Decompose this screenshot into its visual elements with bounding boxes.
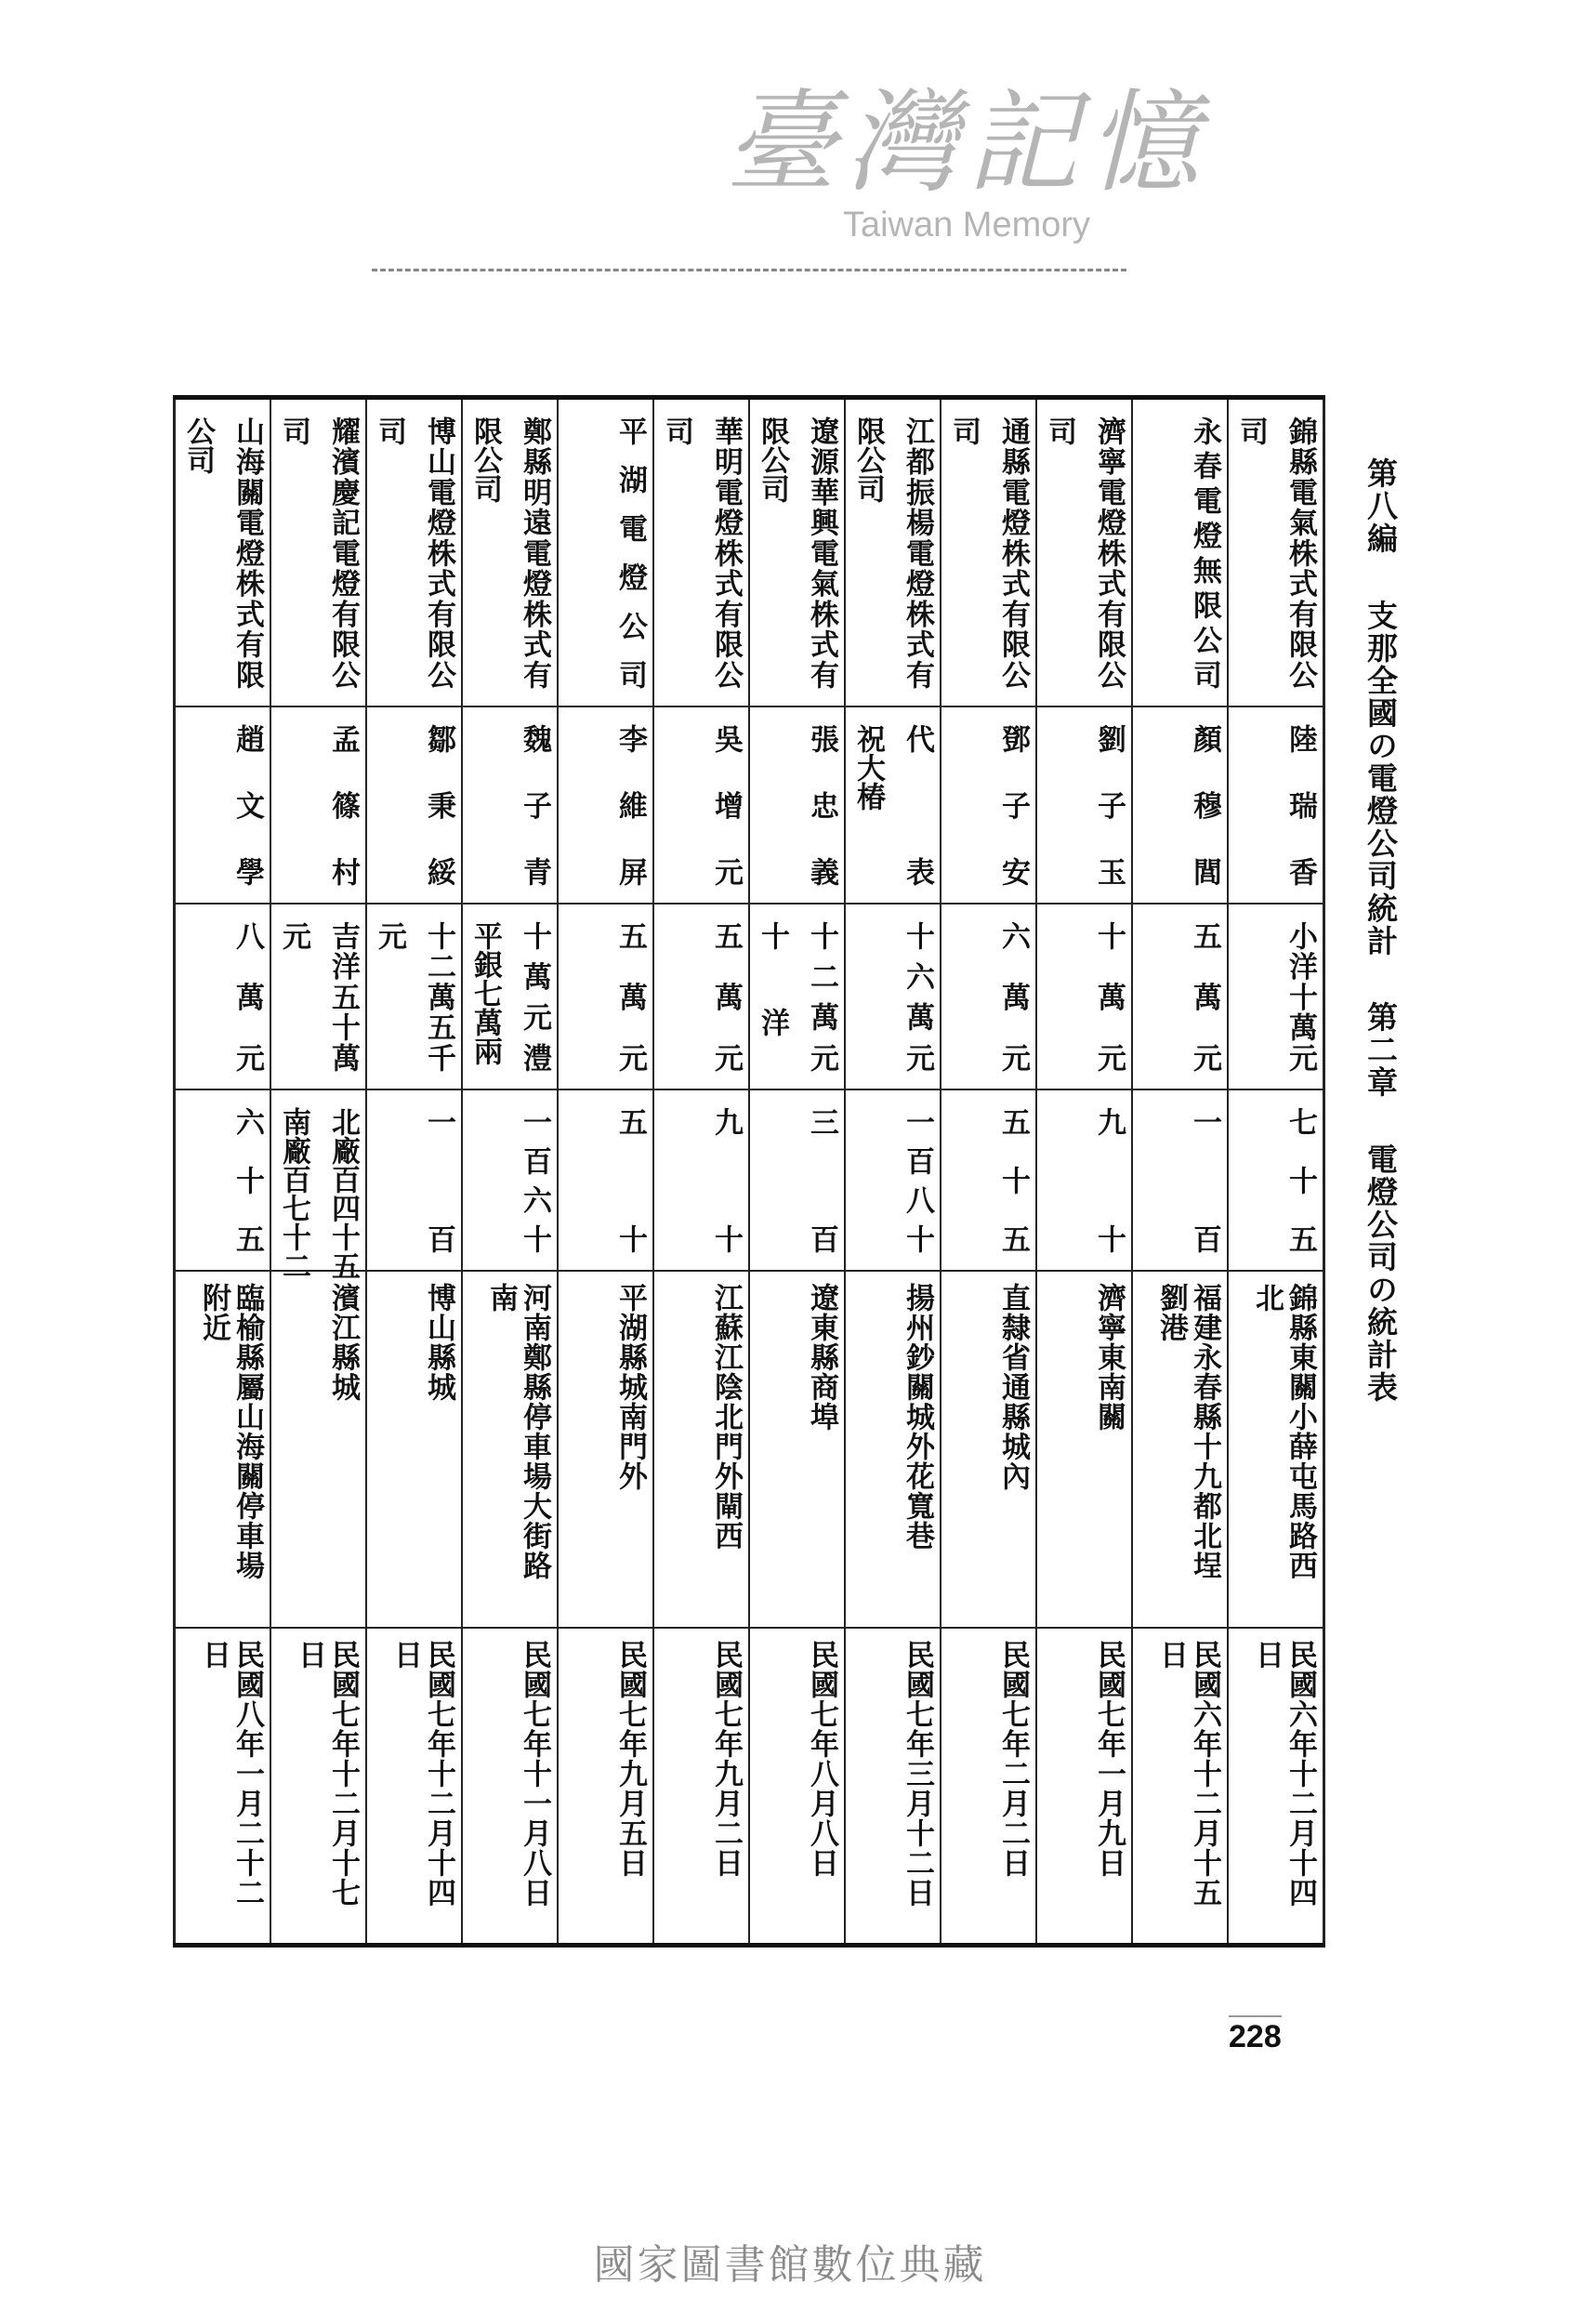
established-date-text: 民國七年九月二日 xyxy=(709,1640,743,1878)
company-column xyxy=(652,400,748,1943)
location-cell xyxy=(271,1272,365,1629)
company-name-text: 遼源華興電氣株式有 xyxy=(805,416,838,689)
company-name-text: 濟寧電燈株式有限公 xyxy=(1092,416,1126,689)
representative-cell xyxy=(367,707,461,905)
established-date-cell xyxy=(1229,1629,1323,1943)
capital-text: 十六萬元 xyxy=(901,921,934,1072)
representative-text: 趙文學 xyxy=(230,724,264,886)
capital-text: 吉洋五十萬 xyxy=(326,921,360,1072)
location-text: 揚州鈔關城外花寬巷 xyxy=(901,1283,934,1551)
representative-cell xyxy=(1037,707,1131,905)
capacity-text: 南廠百七十二 xyxy=(277,1107,310,1280)
decorative-rule xyxy=(372,269,1126,271)
location-text: 濟寧東南關 xyxy=(1092,1283,1126,1432)
capital-cell xyxy=(941,905,1035,1090)
representative-text: 鄒秉綏 xyxy=(422,724,455,886)
capacity-text: 六十五 xyxy=(230,1107,264,1253)
running-header xyxy=(1359,457,1402,1404)
company-name-text: 司 xyxy=(660,416,693,445)
established-date-text: 日 xyxy=(197,1640,230,1670)
capacity-cell xyxy=(846,1090,940,1272)
company-column xyxy=(1131,400,1227,1943)
representative-text: 魏子青 xyxy=(518,724,551,886)
representative-cell xyxy=(463,707,557,905)
header-title: 支那全國の電燈公司統計 xyxy=(1363,599,1399,957)
company-name-text: 鄭縣明遠電燈株式有 xyxy=(518,416,551,689)
company-name-text: 永春電燈無限公司 xyxy=(1188,416,1221,689)
capital-cell xyxy=(559,905,652,1090)
capital-text: 十二萬元 xyxy=(805,921,838,1072)
representative-text: 陸瑞香 xyxy=(1284,724,1317,886)
company-statistics-table xyxy=(173,395,1325,1948)
company-column xyxy=(365,400,461,1943)
capital-cell xyxy=(271,905,365,1090)
location-cell xyxy=(559,1272,652,1629)
header-chapter: 第二章 xyxy=(1363,1001,1399,1099)
established-date-cell xyxy=(941,1629,1035,1943)
company-name-cell xyxy=(271,400,365,707)
location-cell xyxy=(367,1272,461,1629)
established-date-text: 日 xyxy=(388,1640,422,1670)
company-column xyxy=(844,400,940,1943)
established-date-text: 民國七年十二月十四 xyxy=(422,1640,455,1908)
company-name-text: 限公司 xyxy=(851,416,885,503)
location-cell xyxy=(1229,1272,1323,1629)
company-column xyxy=(173,400,270,1943)
established-date-text: 民國七年十一月八日 xyxy=(518,1640,551,1908)
capacity-cell xyxy=(1037,1090,1131,1272)
location-text: 遼東縣商埠 xyxy=(805,1283,838,1432)
representative-cell xyxy=(750,707,844,905)
capital-cell xyxy=(1037,905,1131,1090)
location-text: 北 xyxy=(1250,1283,1284,1313)
footer-archive-label: 國家圖書館數位典藏 xyxy=(593,2241,987,2289)
representative-text: 李維屏 xyxy=(613,724,647,886)
representative-cell xyxy=(1133,707,1227,905)
capacity-text: 五十 xyxy=(613,1107,647,1253)
representative-text: 顏穆閭 xyxy=(1188,724,1221,886)
established-date-text: 民國七年九月五日 xyxy=(613,1640,647,1878)
representative-text: 張忠義 xyxy=(805,724,838,886)
location-cell xyxy=(846,1272,940,1629)
location-text: 河南鄭縣停車場大街路 xyxy=(518,1283,551,1580)
capital-cell xyxy=(463,905,557,1090)
capacity-cell xyxy=(1133,1090,1227,1272)
established-date-text: 日 xyxy=(1154,1640,1188,1670)
capacity-cell xyxy=(1229,1090,1323,1272)
established-date-text: 民國七年二月二日 xyxy=(996,1640,1030,1878)
location-cell xyxy=(463,1272,557,1629)
location-text: 直隸省通縣城內 xyxy=(996,1283,1030,1491)
capacity-text: 七十五 xyxy=(1284,1107,1317,1253)
representative-cell xyxy=(654,707,748,905)
capacity-cell xyxy=(176,1090,270,1272)
company-column xyxy=(940,400,1035,1943)
representative-text: 劉子玉 xyxy=(1092,724,1126,886)
location-text: 南 xyxy=(484,1283,518,1313)
company-name-cell xyxy=(559,400,652,707)
representative-text: 鄧子安 xyxy=(996,724,1030,886)
location-text: 附近 xyxy=(197,1283,230,1342)
company-column xyxy=(557,400,652,1943)
company-name-text: 限公司 xyxy=(756,416,789,503)
location-cell xyxy=(176,1272,270,1629)
established-date-cell xyxy=(1133,1629,1227,1943)
established-date-text: 日 xyxy=(1250,1640,1284,1670)
representative-cell xyxy=(559,707,652,905)
established-date-text: 日 xyxy=(293,1640,326,1670)
capacity-text: 北廠百四十五 xyxy=(326,1107,360,1280)
capital-text: 元 xyxy=(277,921,310,950)
location-cell xyxy=(1037,1272,1131,1629)
capital-text: 六萬元 xyxy=(996,921,1030,1072)
capital-text: 小洋十萬元 xyxy=(1284,921,1317,1072)
established-date-text: 民國七年八月八日 xyxy=(805,1640,838,1878)
company-name-text: 通縣電燈株式有限公 xyxy=(996,416,1030,689)
company-name-text: 錦縣電氣株式有限公 xyxy=(1284,416,1317,689)
representative-cell xyxy=(176,707,270,905)
company-name-cell xyxy=(367,400,461,707)
representative-text: 吳增元 xyxy=(709,724,743,886)
capital-text: 十萬元 xyxy=(1092,921,1126,1072)
location-text: 福建永春縣十九都北埕 xyxy=(1188,1283,1221,1580)
capacity-cell xyxy=(654,1090,748,1272)
company-column xyxy=(461,400,557,1943)
company-column xyxy=(748,400,844,1943)
capacity-text: 一百 xyxy=(1188,1107,1221,1253)
company-name-cell xyxy=(654,400,748,707)
capacity-cell xyxy=(559,1090,652,1272)
location-text: 臨榆縣屬山海關停車場 xyxy=(230,1283,264,1580)
capital-text: 十萬元澧 xyxy=(518,921,551,1072)
location-text: 平湖縣城南門外 xyxy=(613,1283,647,1491)
capital-text: 八萬元 xyxy=(230,921,264,1072)
representative-text: 代表 xyxy=(901,724,934,886)
established-date-text: 民國七年一月九日 xyxy=(1092,1640,1126,1878)
capacity-text: 一百六十 xyxy=(518,1107,551,1253)
company-column xyxy=(1035,400,1131,1943)
capacity-text: 一 百 xyxy=(422,1107,455,1253)
established-date-cell xyxy=(654,1629,748,1943)
representative-cell xyxy=(1229,707,1323,905)
established-date-text: 民國六年十二月十五 xyxy=(1188,1640,1221,1908)
company-name-cell xyxy=(1037,400,1131,707)
header-part: 第八編 xyxy=(1363,457,1399,555)
watermark-english: Taiwan Memory xyxy=(842,205,1091,244)
company-name-text: 平湖電燈公司 xyxy=(613,416,647,689)
company-name-text: 博山電燈株式有限公 xyxy=(422,416,455,689)
company-name-text: 司 xyxy=(1234,416,1268,445)
representative-text: 孟篠村 xyxy=(326,724,360,886)
capital-cell xyxy=(846,905,940,1090)
company-name-text: 司 xyxy=(947,416,981,445)
company-name-cell xyxy=(463,400,557,707)
capacity-text: 九十 xyxy=(709,1107,743,1253)
company-column xyxy=(270,400,365,1943)
capital-cell xyxy=(1133,905,1227,1090)
company-name-text: 江都振楊電燈株式有 xyxy=(901,416,934,689)
company-name-text: 公司 xyxy=(181,416,215,474)
capital-cell xyxy=(1229,905,1323,1090)
established-date-cell xyxy=(559,1629,652,1943)
company-name-text: 司 xyxy=(277,416,310,445)
established-date-cell xyxy=(176,1629,270,1943)
capacity-cell xyxy=(271,1090,365,1280)
capital-cell xyxy=(654,905,748,1090)
capacity-text: 九十 xyxy=(1092,1107,1126,1253)
capacity-text: 三百 xyxy=(805,1107,838,1253)
location-cell xyxy=(750,1272,844,1629)
capital-text: 五萬元 xyxy=(1188,921,1221,1072)
company-name-text: 司 xyxy=(373,416,406,445)
location-text: 江蘇江陰北門外閘西 xyxy=(709,1283,743,1551)
capital-text: 五萬元 xyxy=(709,921,743,1072)
established-date-cell xyxy=(367,1629,461,1943)
company-name-cell xyxy=(176,400,270,707)
company-name-text: 華明電燈株式有限公 xyxy=(709,416,743,689)
established-date-cell xyxy=(750,1629,844,1943)
capital-text: 五萬元 xyxy=(613,921,647,1072)
capital-text: 元 xyxy=(373,921,406,950)
location-cell xyxy=(654,1272,748,1629)
capital-text: 十二萬五千 xyxy=(422,921,455,1072)
established-date-text: 民國六年十二月十四 xyxy=(1284,1640,1317,1908)
company-name-cell xyxy=(941,400,1035,707)
location-text: 博山縣城 xyxy=(422,1283,455,1402)
capital-cell xyxy=(367,905,461,1090)
company-name-cell xyxy=(1133,400,1227,707)
page-number: 228 xyxy=(1229,2015,1282,2055)
location-text: 濱江縣城 xyxy=(326,1283,360,1402)
company-name-cell xyxy=(846,400,940,707)
location-text: 劉港 xyxy=(1154,1283,1188,1342)
capital-cell xyxy=(176,905,270,1090)
established-date-cell xyxy=(846,1629,940,1943)
established-date-cell xyxy=(271,1629,365,1943)
established-date-text: 民國七年三月十二日 xyxy=(901,1640,934,1908)
established-date-text: 民國七年十二月十七 xyxy=(326,1640,360,1908)
location-text: 錦縣東關小薛屯馬路西 xyxy=(1284,1283,1317,1580)
representative-text: 祝大椿 xyxy=(851,724,885,811)
capacity-cell xyxy=(367,1090,461,1272)
capital-text: 平銀七萬兩 xyxy=(468,921,502,1065)
location-cell xyxy=(941,1272,1035,1629)
established-date-cell xyxy=(463,1629,557,1943)
capital-cell xyxy=(750,905,844,1090)
capacity-cell xyxy=(750,1090,844,1272)
established-date-text: 民國八年一月二十二 xyxy=(230,1640,264,1908)
company-name-text: 耀濱慶記電燈有限公 xyxy=(326,416,360,689)
location-cell xyxy=(1133,1272,1227,1629)
company-column xyxy=(1227,400,1325,1943)
company-name-cell xyxy=(750,400,844,707)
representative-cell xyxy=(271,707,365,905)
company-name-text: 限公司 xyxy=(468,416,502,503)
representative-cell xyxy=(941,707,1035,905)
established-date-cell xyxy=(1037,1629,1131,1943)
company-name-text: 山海關電燈株式有限 xyxy=(230,416,264,689)
watermark xyxy=(725,79,1208,245)
capacity-text: 五十五 xyxy=(996,1107,1030,1253)
watermark-chinese: 臺灣記憶 xyxy=(725,79,1208,208)
capital-text: 十 洋 xyxy=(756,921,789,1037)
company-name-cell xyxy=(1229,400,1323,707)
capacity-cell xyxy=(463,1090,557,1272)
capacity-cell xyxy=(941,1090,1035,1272)
company-name-text: 司 xyxy=(1043,416,1076,445)
representative-cell xyxy=(846,707,940,905)
capacity-text: 一百八十 xyxy=(901,1107,934,1253)
header-section: 電燈公司の統計表 xyxy=(1363,1142,1399,1404)
